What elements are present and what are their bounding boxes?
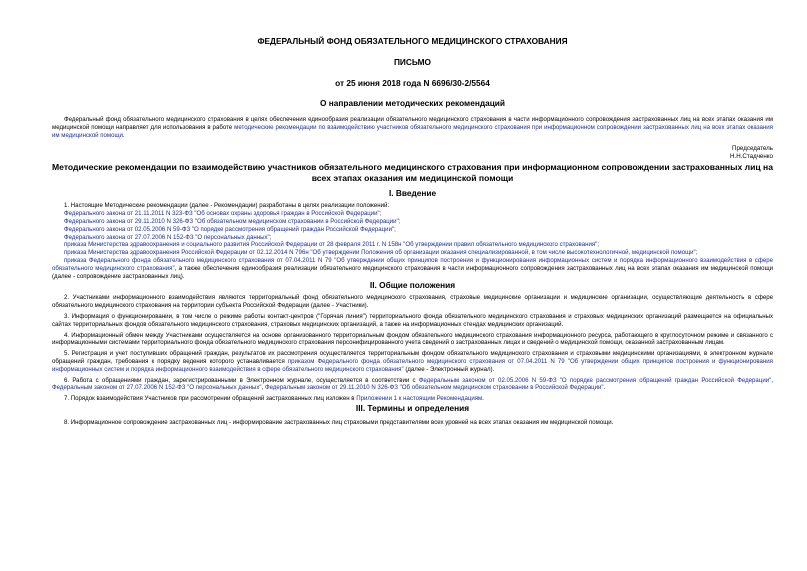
- ffoms-order-link[interactable]: приказа Федерального фонда обязательного медицинского страхования от 07.04.2011 N 79 "Об утверждении общих принципов построения и функционирования информационных систем и порядка информационного взаимодействия в сфере обязательного медицинского страхования": [52, 256, 773, 272]
- law-list-item: [52, 257, 773, 280]
- law-152fz-link[interactable]: Федеральным законом от 27.07.2006 N 152-ФЗ "О персональных данных": [52, 384, 262, 392]
- law-link[interactable]: приказа Министерства здравоохранения Российской Федерации от 02.12.2014 N 796н "Об утверждении Положения об организации оказания специализированной, в том числе высокотехнологичной, медицинской помощи";: [64, 249, 698, 257]
- law-list: [52, 210, 773, 280]
- paragraph-5-text: 5. Регистрация и учет поступивших обращений граждан, результатов их рассмотрения осуществляется территориальным фондом обязательного медицинского страхования и страховыми медицинскими организациями, в электронном журнале обращений граждан, требования к порядку ведения которого устанавливается: [52, 350, 773, 365]
- paragraph-7: [52, 395, 773, 403]
- law-326fz-link[interactable]: Федеральным законом от 29.11.2010 N 326-ФЗ "Об обязательном медицинском страховании в Российской Федерации": [264, 384, 604, 392]
- paragraph-8: 8. Информационное сопровождение застрахованных лиц - информирование застрахованных лиц страховыми представителями всех уровней на всех этапах оказания им медицинской помощи.: [64, 418, 614, 426]
- law-link[interactable]: приказа Министерства здравоохранения и социального развития Российской Федерации от 28 февраля 2011 г. N 158н "Об утверждении правил обязательного медицинского страхования";: [64, 241, 600, 249]
- law-link[interactable]: Федерального закона от 02.05.2006 N 59-ФЗ "О порядке рассмотрения обращений граждан Российской Федерации";: [64, 225, 396, 233]
- document-title: Методические рекомендации по взаимодействию участников обязательного медицинского страхования при информационном сопровождении застрахованных лиц на всех этапах оказания им медицинской помощи: [52, 162, 773, 184]
- paragraph-7-text: 7. Порядок взаимодействия Участников при рассмотрении обращений застрахованных лиц изложен в: [64, 395, 357, 403]
- separator: ,: [771, 376, 773, 384]
- ffoms-order-link-2[interactable]: приказом Федерального фонда обязательного медицинского страхования от 07.04.2011 N 79 "Об утверждении общих принципов построения и функционирования информационных систем и порядка информационного взаимодействия в сфере обязательного медицинского страхования": [52, 357, 773, 373]
- paragraph-1-lead: 1. Настоящие Методические рекомендации (далее - Рекомендации) разработаны в целях реализации положений:: [64, 202, 390, 210]
- law-link[interactable]: Федерального закона от 29.11.2010 N 326-ФЗ "Об обязательном медицинском страховании в Российской Федерации";: [64, 217, 401, 225]
- separator: ,: [261, 384, 265, 392]
- paragraph-4: 4. Информационный обмен между Участниками осуществляется на основе организованного территориальным фондом обязательного медицинского страхования информационного ресурса, работающего в круглосуточном режиме и связанного с информационными системами территориального фонда обязательного медицинского страхования персонифицированного учета сведений о застрахованных лицах и сведений о медицинской помощи, оказанной застрахованным лицам.: [52, 331, 773, 347]
- intro-text: Федеральный фонд обязательного медицинского страхования в целях обеспечения единообразия реализации обязательного медицинского страхования в части информационного сопровождения застрахованных лиц на всех этапах оказания им медицинской помощи направляет для использования в работе: [52, 116, 773, 131]
- law-link[interactable]: Федерального закона от 21.11.2011 N 323-ФЗ "Об основах охраны здоровья граждан в Российской Федерации";: [64, 210, 382, 218]
- law-link[interactable]: Федерального закона от 27.07.2006 N 152-ФЗ "О персональных данных";: [64, 233, 272, 241]
- law-list-item: [52, 210, 773, 218]
- doc-type-heading: ПИСЬМО: [393, 57, 432, 67]
- intro-recommendations-link[interactable]: методические рекомендации по взаимодействию участников обязательного медицинского страхования при информационном сопровождении застрахованных лиц на всех этапах оказания им медицинской помощи: [52, 123, 773, 139]
- paragraph-5-tail: (далее - Электронный журнал).: [403, 365, 495, 373]
- signature-role: Председатель: [732, 145, 773, 153]
- paragraph-2: 2. Участниками информационного взаимодействия являются территориальный фонд обязательного медицинского страхования, страховые медицинские организации и медицинские организации, осуществляющие деятельность в сфере обязательного медицинского страхования на территории субъекта Российской Федерации (далее - Участники).: [52, 294, 773, 310]
- paragraph-3: 3. Информация о функционировании, в том числе о режиме работы контакт-центров ("Горячая линия") территориального фонда обязательного медицинского страхования и страховых медицинских организаций размещается на официальных сайтах территориальных фондов обязательного медицинского страхования, страховых медицинских организаций, а также на информационных стендах медицинских организаций.: [52, 312, 773, 328]
- signature-name: Н.Н.Стадченко: [730, 153, 773, 161]
- subject-heading: О направлении методических рекомендаций: [319, 98, 506, 108]
- paragraph-6: [52, 377, 773, 393]
- appendix-1-link[interactable]: Приложении 1 к настоящим Рекомендациям: [356, 395, 483, 403]
- law-list-item: [52, 241, 773, 249]
- intro-tail: .: [122, 131, 125, 139]
- law-list-item: [52, 226, 773, 234]
- paragraph-1-tail: , а также обеспечения единообразия реализации обязательного медицинского страхования в части информационного сопровождения застрахованных лиц на всех этапах оказания им медицинской помощи (далее - сопровождение застрахованных лиц).: [52, 264, 773, 280]
- paragraph-6-tail: .: [603, 384, 606, 392]
- paragraph-6-text: 6. Работа с обращениями граждан, зарегистрированными в Электронном журнале, осуществляется в соответствии с: [64, 376, 419, 384]
- section-heading-terms: III. Термины и определения: [355, 402, 470, 413]
- law-list-item: [52, 249, 773, 257]
- law-list-item: [52, 218, 773, 226]
- org-heading: ФЕДЕРАЛЬНЫЙ ФОНД ОБЯЗАТЕЛЬНОГО МЕДИЦИНСКОГО СТРАХОВАНИЯ: [257, 36, 568, 46]
- section-heading-introduction: I. Введение: [388, 188, 437, 199]
- section-heading-general: II. Общие положения: [369, 280, 456, 291]
- law-59fz-link[interactable]: Федеральным законом от 02.05.2006 N 59-ФЗ "О порядке рассмотрения обращений граждан Российской Федерации": [418, 376, 772, 384]
- date-number-heading: от 25 июня 2018 года N 6696/30-2/5564: [335, 78, 490, 88]
- law-list-item: [52, 234, 773, 242]
- paragraph-7-tail: .: [482, 395, 484, 403]
- intro-paragraph: [52, 116, 773, 139]
- paragraph-5: [52, 350, 773, 373]
